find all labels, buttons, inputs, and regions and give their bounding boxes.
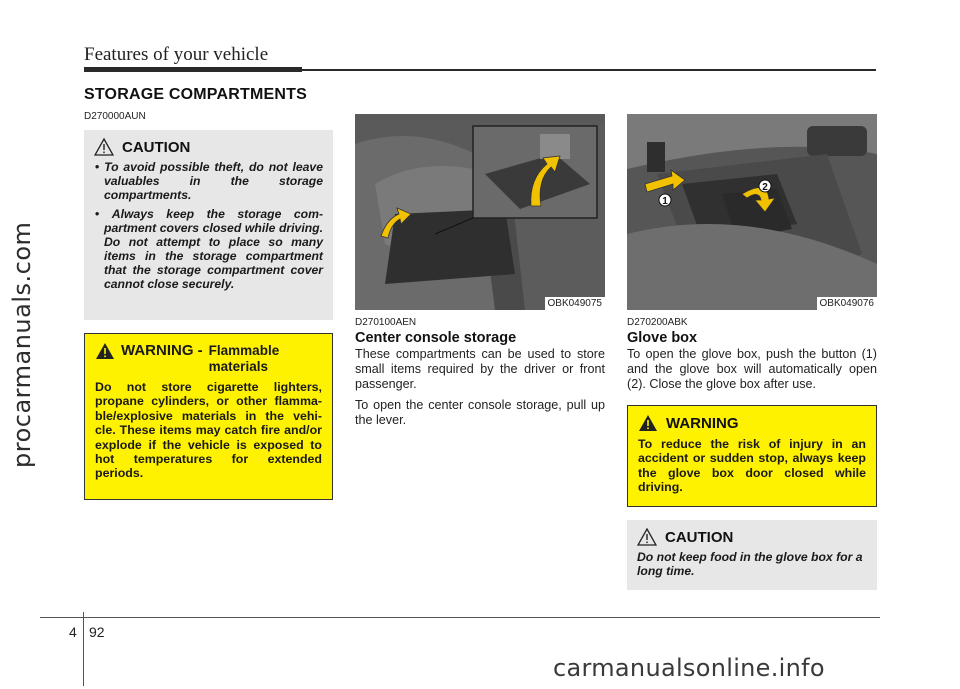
- caution-box-glove: [627, 520, 877, 590]
- warning-triangle-icon: [638, 414, 658, 432]
- page-number: 92: [89, 624, 105, 640]
- glove-box-code: D270200ABK: [627, 317, 688, 328]
- center-console-paragraph: These compartments can be used to store small items required by the driver or front passenger.: [355, 347, 605, 391]
- glove-box-illustration: [627, 114, 877, 310]
- center-console-heading: Center console storage: [355, 330, 517, 346]
- caution-heading: CAUTION: [122, 138, 191, 156]
- warning-triangle-icon: [637, 528, 657, 546]
- center-console-paragraph: To open the center console storage, pull up the lever.: [355, 398, 605, 427]
- glove-box-heading: Glove box: [627, 330, 698, 346]
- warning-flammable-text: Do not store cigarette lighters, propane cylinders, or other flamma- ble/explosive materials in the vehi- cle. These items may catch fire and/or explode if the vehicle is exposed to hot temperatures for extended periods.: [95, 380, 322, 481]
- glove-box-photo-code: OBK049076: [817, 297, 878, 310]
- callout-2-label: 2: [762, 182, 768, 193]
- glove-box-photo: [627, 114, 877, 310]
- warning-flammable-subheading: Flammable materials: [208, 343, 280, 374]
- footer-rule-vertical: [83, 612, 84, 686]
- warning-box-glove: [627, 405, 877, 507]
- warning-flammable-heading-row: [95, 342, 322, 375]
- warning-glove-heading-row: [638, 414, 866, 432]
- warning-triangle-icon: [95, 342, 115, 360]
- page-header-title: Features of your vehicle: [84, 44, 269, 65]
- center-console-body: [355, 347, 605, 434]
- caution-glove-text: Do not keep food in the glove box for a long time.: [637, 550, 863, 578]
- caution-box-main: [84, 130, 333, 320]
- center-console-code: D270100AEN: [355, 317, 417, 328]
- warning-glove-text: To reduce the risk of injury in an accident or sudden stop, always keep the glove box door closed while driving.: [638, 437, 866, 495]
- side-watermark: procarmanuals.com: [8, 221, 36, 469]
- caution-heading-row: [94, 138, 323, 156]
- section-code: D270000AUN: [84, 111, 146, 122]
- center-console-illustration: [355, 114, 605, 310]
- glove-box-paragraph: To open the glove box, push the button (1) and the glove box will automatically open (2). Close the glove box after use.: [627, 347, 877, 391]
- chapter-number: 4: [69, 624, 77, 640]
- warning-triangle-icon: [94, 138, 114, 156]
- callout-1-label: 1: [662, 196, 668, 207]
- caution-glove-heading-row: [637, 528, 867, 546]
- caution-list: [94, 160, 323, 291]
- caution-item-covers: • Always keep the storage com- partment covers closed while driving. Do not attempt to place so many items in the storage compartment that the storage compartment cover cannot close securely.: [94, 207, 323, 291]
- center-console-photo-code: OBK049075: [545, 297, 606, 310]
- warning-flammable-heading: WARNING -: [121, 342, 203, 359]
- footer-rule-horizontal: [40, 617, 880, 618]
- caution-glove-heading: CAUTION: [665, 528, 734, 546]
- header-rule-thick: [84, 67, 302, 72]
- section-title: STORAGE COMPARTMENTS: [84, 86, 307, 103]
- warning-glove-heading: WARNING: [666, 414, 739, 432]
- center-console-photo: [355, 114, 605, 310]
- caution-item-theft: • To avoid possible theft, do not leave valuables in the storage compartments.: [94, 160, 323, 202]
- glove-box-body: [627, 347, 877, 398]
- warning-box-flammable: [84, 333, 333, 500]
- header-rule-thin: [302, 69, 876, 71]
- bottom-watermark: carmanualsonline.info: [553, 654, 825, 682]
